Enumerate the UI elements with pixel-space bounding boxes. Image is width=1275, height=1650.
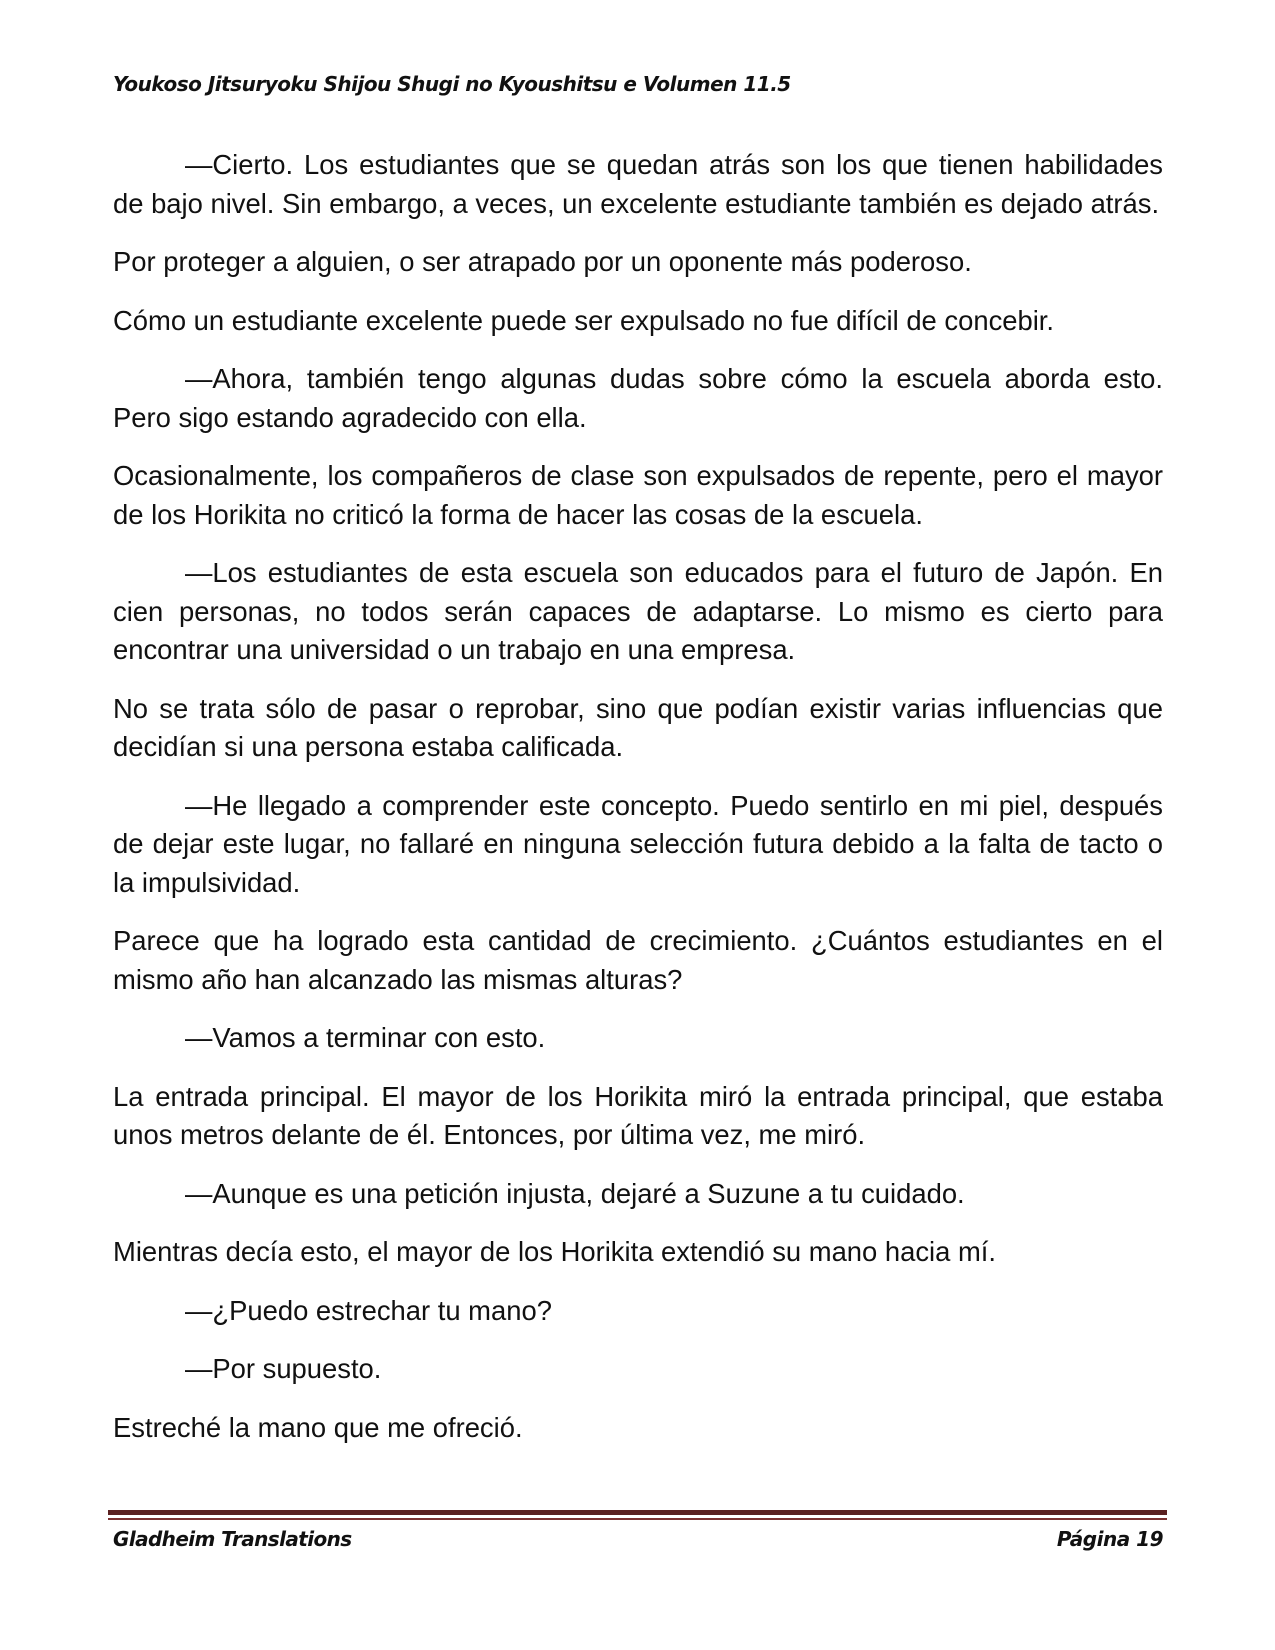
paragraph: —Cierto. Los estudiantes que se quedan atrás son los que tienen habilidades de bajo nivel. Sin embargo, a veces, un excelente estudiante también es dejado atrás. xyxy=(113,149,1163,219)
footer-credit: Gladheim Translations xyxy=(113,1527,352,1551)
paragraph: —He llegado a comprender este concepto. Puedo sentirlo en mi piel, después de dejar este lugar, no fallaré en ninguna selección futura debido a la falta de tacto o la impulsividad. xyxy=(113,789,1163,898)
paragraph: Ocasionalmente, los compañeros de clase son expulsados de repente, pero el mayor de los Horikita no criticó la forma de hacer las cosas de la escuela. xyxy=(113,460,1163,530)
paragraph: No se trata sólo de pasar o reprobar, sino que podían existir varias influencias que decidían si una persona estaba calificada. xyxy=(113,692,1163,762)
footer-rule-thick xyxy=(108,1510,1167,1515)
paragraph: Cómo un estudiante excelente puede ser expulsado no fue difícil de concebir. xyxy=(113,304,1055,336)
paragraph: Por proteger a alguien, o ser atrapado por un oponente más poderoso. xyxy=(113,246,972,277)
paragraph: —¿Puedo estrechar tu mano? xyxy=(185,1294,552,1326)
paragraph: —Vamos a terminar con esto. xyxy=(185,1022,546,1053)
paragraph: Estreché la mano que me ofreció. xyxy=(113,1411,523,1443)
paragraph: —Los estudiantes de esta escuela son educados para el futuro de Japón. En cien personas, no todos serán capaces de adaptarse. Lo mismo es cierto para encontrar una universidad o un trabajo en una empresa. xyxy=(113,557,1163,665)
footer-rule-thin xyxy=(108,1518,1167,1520)
page-number: Página 19 xyxy=(1056,1527,1163,1551)
paragraph: —Aunque es una petición injusta, dejaré a Suzune a tu cuidado. xyxy=(185,1177,965,1209)
running-header: Youkoso Jitsuryoku Shijou Shugi no Kyoushitsu e Volumen 11.5 xyxy=(113,72,791,96)
paragraph: —Ahora, también tengo algunas dudas sobre cómo la escuela aborda esto. Pero sigo estando agradecido con ella. xyxy=(113,363,1163,433)
paragraph: Mientras decía esto, el mayor de los Horikita extendió su mano hacia mí. xyxy=(113,1236,997,1267)
paragraph: Parece que ha logrado esta cantidad de crecimiento. ¿Cuántos estudiantes en el mismo año han alcanzado las mismas alturas? xyxy=(113,925,1163,995)
paragraph: La entrada principal. El mayor de los Horikita miró la entrada principal, que estaba unos metros delante de él. Entonces, por última vez, me miró. xyxy=(113,1080,1163,1150)
body-text xyxy=(113,146,1163,1467)
paragraph: —Por supuesto. xyxy=(185,1353,382,1384)
